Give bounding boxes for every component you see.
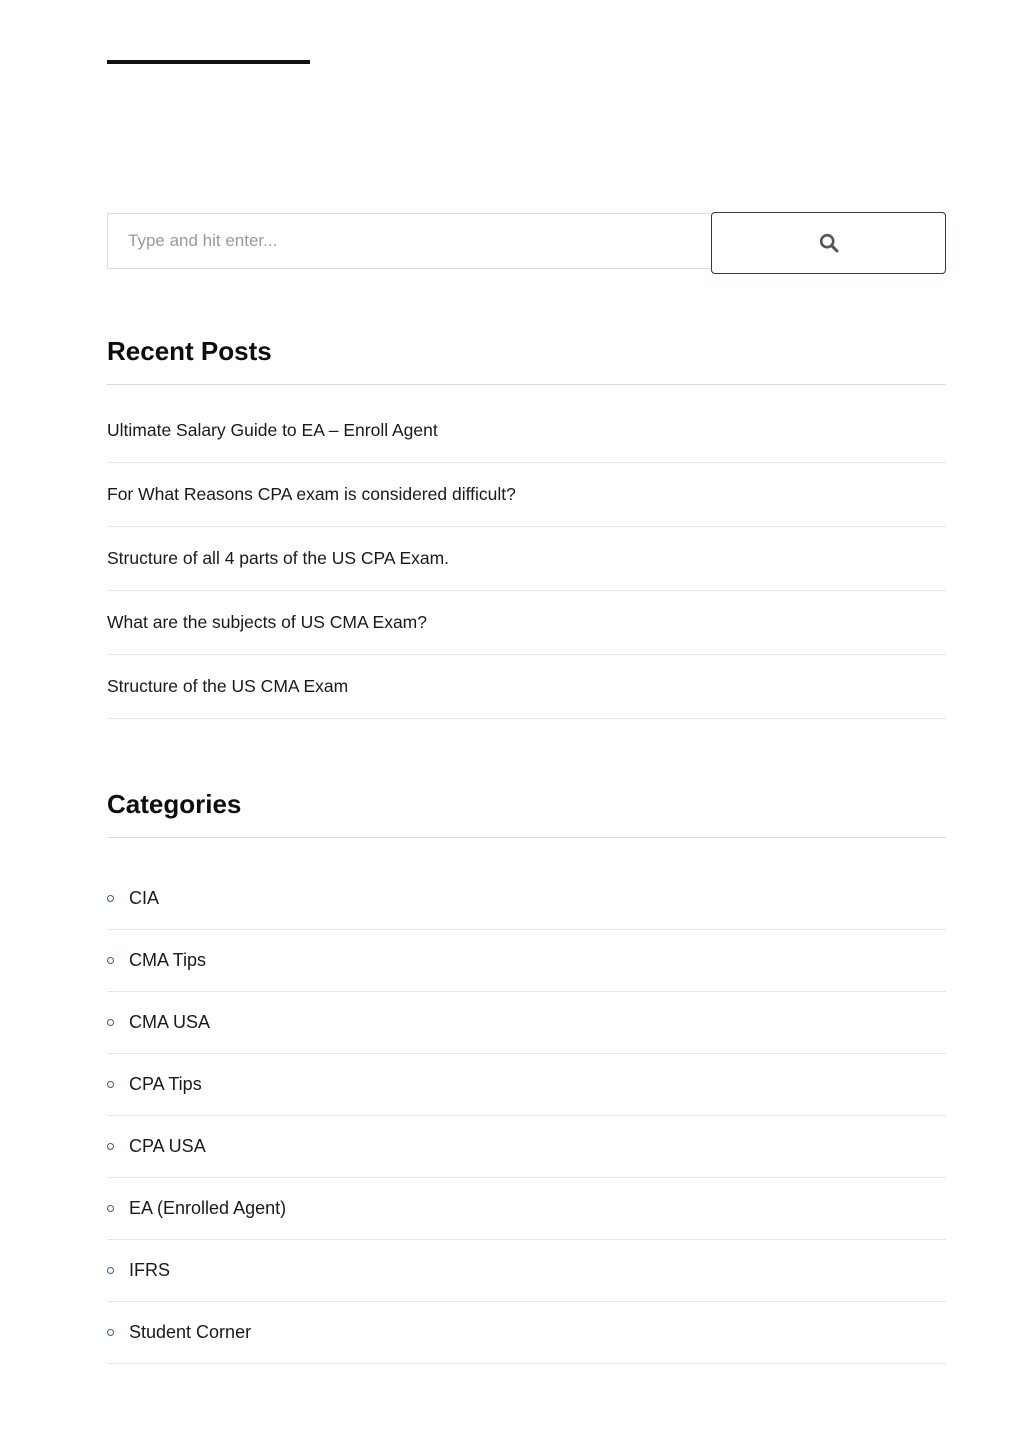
list-item [107,1302,946,1364]
circle-bullet-icon [107,1267,114,1274]
recent-post-link[interactable]: For What Reasons CPA exam is considered difficult? [107,484,516,504]
recent-post-link[interactable]: Structure of the US CMA Exam [107,676,349,696]
recent-post-link[interactable]: Structure of all 4 parts of the US CPA Exam. [107,548,450,568]
recent-post-link[interactable]: What are the subjects of US CMA Exam? [107,612,427,632]
recent-post-link[interactable]: Ultimate Salary Guide to EA – Enroll Agent [107,420,438,440]
list-item [107,591,946,655]
list-item [107,930,946,992]
circle-bullet-icon [107,895,114,902]
list-item [107,399,946,463]
recent-posts-divider [107,384,946,385]
category-link[interactable]: IFRS [129,1260,171,1280]
recent-posts-title: Recent Posts [107,336,272,366]
decorative-top-bar [107,60,310,64]
list-item [107,1116,946,1178]
search-button[interactable] [711,212,946,274]
list-item [107,655,946,719]
search-form [107,212,946,274]
list-item [107,1178,946,1240]
category-link[interactable]: CIA [129,888,160,908]
categories-divider [107,837,946,838]
category-link[interactable]: CPA USA [129,1136,206,1156]
category-link[interactable]: Student Corner [129,1322,252,1342]
circle-bullet-icon [107,1329,114,1336]
circle-bullet-icon [107,1143,114,1150]
category-link[interactable]: CPA Tips [129,1074,202,1094]
search-icon [819,233,839,253]
circle-bullet-icon [107,957,114,964]
list-item [107,992,946,1054]
list-item [107,1054,946,1116]
list-item [107,868,946,930]
circle-bullet-icon [107,1081,114,1088]
categories-title: Categories [107,789,242,819]
category-link[interactable]: EA (Enrolled Agent) [129,1198,287,1218]
recent-posts-list [107,399,946,719]
list-item [107,463,946,527]
category-link[interactable]: CMA Tips [129,950,207,970]
list-item [107,1240,946,1302]
circle-bullet-icon [107,1205,114,1212]
category-link[interactable]: CMA USA [129,1012,211,1032]
categories-list [107,868,946,1364]
circle-bullet-icon [107,1019,114,1026]
list-item [107,527,946,591]
search-input[interactable] [107,213,711,269]
